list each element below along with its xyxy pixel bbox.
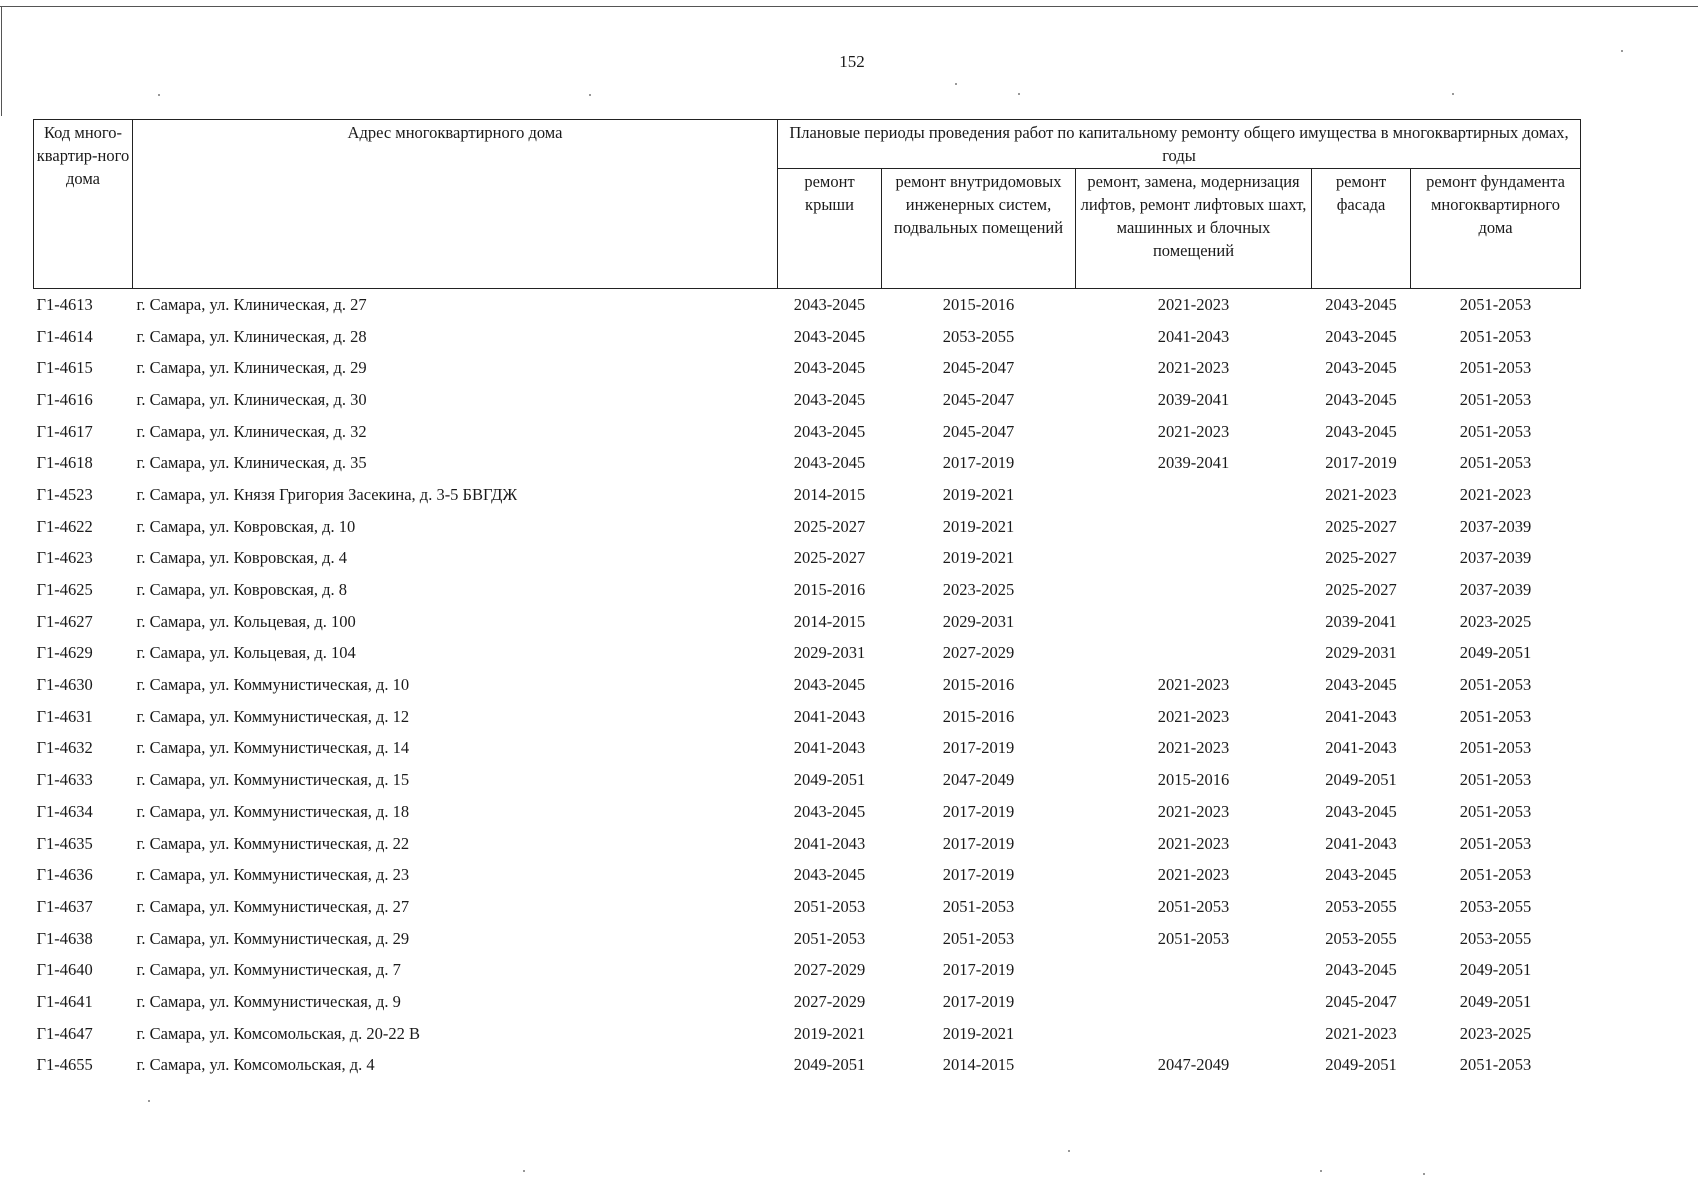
cell-code: Г1-4622 — [36, 516, 93, 536]
cell-address: г. Самара, ул. Коммунистическая, д. 23 — [136, 865, 410, 885]
cell-elevators: 2039-2041 — [1157, 389, 1230, 409]
table-row — [34, 796, 1581, 828]
scan-speck — [1452, 93, 1454, 95]
cell-elevators: 2021-2023 — [1157, 865, 1230, 885]
cell-foundation: 2023-2025 — [1459, 611, 1532, 631]
cell-elevators: 2021-2023 — [1157, 738, 1230, 758]
table-row — [34, 986, 1581, 1018]
cell-roof: 2027-2029 — [793, 960, 866, 980]
table-row — [34, 638, 1581, 670]
cell-elevators: 2051-2053 — [1157, 928, 1230, 948]
cell-address: г. Самара, ул. Коммунистическая, д. 9 — [136, 991, 401, 1011]
cell-facade: 2043-2045 — [1325, 358, 1397, 378]
table-row — [34, 733, 1581, 765]
cell-facade: 2053-2055 — [1325, 928, 1397, 948]
cell-address: г. Самара, ул. Кольцевая, д. 100 — [136, 611, 356, 631]
cell-address: г. Самара, ул. Князя Григория Засекина, д. 3-5 БВГДЖ — [136, 484, 518, 504]
cell-roof: 2014-2015 — [793, 484, 866, 504]
cell-elevators — [1076, 986, 1312, 1018]
header-foundation: ремонт фундамента многоквартирного дома — [1411, 169, 1581, 289]
cell-elevators: 2021-2023 — [1157, 421, 1230, 441]
cell-code: Г1-4640 — [36, 960, 93, 980]
cell-foundation: 2051-2053 — [1459, 389, 1532, 409]
cell-facade: 2041-2043 — [1325, 706, 1397, 726]
cell-roof: 2029-2031 — [793, 643, 866, 663]
cell-address: г. Самара, ул. Коммунистическая, д. 29 — [136, 928, 410, 948]
cell-code: Г1-4655 — [36, 1055, 93, 1075]
scan-border-top — [0, 6, 1698, 7]
cell-foundation: 2051-2053 — [1459, 738, 1532, 758]
cell-code: Г1-4635 — [36, 833, 93, 853]
cell-roof: 2051-2053 — [793, 928, 866, 948]
scan-speck — [1320, 1170, 1322, 1172]
header-roof: ремонт крыши — [778, 169, 882, 289]
table-row — [34, 384, 1581, 416]
cell-foundation: 2051-2053 — [1459, 421, 1532, 441]
cell-engineering: 2017-2019 — [942, 960, 1015, 980]
cell-elevators — [1076, 954, 1312, 986]
cell-address: г. Самара, ул. Комсомольская, д. 20-22 В — [136, 1023, 421, 1043]
capital-repair-table — [33, 119, 1581, 1081]
header-engineering: ремонт внутридомовых инженерных систем, подвальных помещений — [882, 169, 1076, 289]
cell-roof: 2049-2051 — [793, 770, 866, 790]
cell-foundation: 2049-2051 — [1459, 960, 1532, 980]
cell-facade: 2053-2055 — [1325, 896, 1397, 916]
cell-foundation: 2051-2053 — [1459, 865, 1532, 885]
cell-foundation: 2051-2053 — [1459, 453, 1532, 473]
cell-roof: 2027-2029 — [793, 991, 866, 1011]
cell-foundation: 2053-2055 — [1459, 896, 1532, 916]
header-code: Код много-квартир-ного дома — [34, 120, 133, 289]
cell-roof: 2051-2053 — [793, 896, 866, 916]
cell-roof: 2043-2045 — [793, 675, 866, 695]
cell-code: Г1-4627 — [36, 611, 93, 631]
cell-address: г. Самара, ул. Коммунистическая, д. 27 — [136, 896, 410, 916]
cell-code: Г1-4629 — [36, 643, 93, 663]
cell-engineering: 2017-2019 — [942, 865, 1015, 885]
cell-address: г. Самара, ул. Клиническая, д. 28 — [136, 326, 367, 346]
cell-facade: 2043-2045 — [1325, 865, 1397, 885]
cell-code: Г1-4618 — [36, 453, 93, 473]
cell-foundation: 2051-2053 — [1459, 358, 1532, 378]
cell-code: Г1-4637 — [36, 896, 93, 916]
cell-facade: 2049-2051 — [1325, 770, 1397, 790]
cell-facade: 2021-2023 — [1325, 1023, 1397, 1043]
cell-code: Г1-4638 — [36, 928, 93, 948]
cell-engineering: 2045-2047 — [942, 358, 1015, 378]
cell-address: г. Самара, ул. Коммунистическая, д. 7 — [136, 960, 401, 980]
cell-foundation: 2037-2039 — [1459, 516, 1532, 536]
cell-address: г. Самара, ул. Коммунистическая, д. 10 — [136, 675, 410, 695]
cell-engineering: 2019-2021 — [942, 1023, 1015, 1043]
scan-speck — [523, 1170, 525, 1172]
cell-code: Г1-4632 — [36, 738, 93, 758]
table-row — [34, 606, 1581, 638]
scan-speck — [1621, 50, 1623, 52]
cell-address: г. Самара, ул. Клиническая, д. 32 — [136, 421, 367, 441]
cell-facade: 2045-2047 — [1325, 991, 1397, 1011]
cell-elevators: 2047-2049 — [1157, 1055, 1230, 1075]
cell-foundation: 2051-2053 — [1459, 294, 1532, 314]
cell-roof: 2043-2045 — [793, 358, 866, 378]
table-row — [34, 511, 1581, 543]
cell-elevators: 2021-2023 — [1157, 294, 1230, 314]
cell-engineering: 2023-2025 — [942, 580, 1015, 600]
cell-facade: 2049-2051 — [1325, 1055, 1397, 1075]
cell-address: г. Самара, ул. Коммунистическая, д. 12 — [136, 706, 410, 726]
table-row — [34, 923, 1581, 955]
scan-speck — [148, 1100, 150, 1102]
cell-code: Г1-4625 — [36, 580, 93, 600]
table-row — [34, 701, 1581, 733]
cell-engineering: 2017-2019 — [942, 833, 1015, 853]
cell-address: г. Самара, ул. Коммунистическая, д. 22 — [136, 833, 410, 853]
cell-roof: 2041-2043 — [793, 738, 866, 758]
table-row — [34, 828, 1581, 860]
scan-speck — [955, 83, 957, 85]
cell-engineering: 2027-2029 — [942, 643, 1015, 663]
cell-foundation: 2049-2051 — [1459, 991, 1532, 1011]
cell-engineering: 2045-2047 — [942, 389, 1015, 409]
cell-facade: 2025-2027 — [1325, 548, 1397, 568]
cell-roof: 2043-2045 — [793, 389, 866, 409]
cell-code: Г1-4523 — [36, 484, 93, 504]
cell-facade: 2043-2045 — [1325, 294, 1397, 314]
cell-elevators: 2021-2023 — [1157, 706, 1230, 726]
table-row — [34, 447, 1581, 479]
table-row — [34, 1018, 1581, 1050]
cell-engineering: 2017-2019 — [942, 991, 1015, 1011]
cell-roof: 2019-2021 — [793, 1023, 866, 1043]
cell-engineering: 2047-2049 — [942, 770, 1015, 790]
cell-elevators: 2021-2023 — [1157, 675, 1230, 695]
cell-foundation: 2051-2053 — [1459, 770, 1532, 790]
cell-engineering: 2051-2053 — [942, 896, 1015, 916]
cell-roof: 2025-2027 — [793, 548, 866, 568]
cell-elevators — [1076, 543, 1312, 575]
cell-foundation: 2051-2053 — [1459, 833, 1532, 853]
cell-facade: 2041-2043 — [1325, 833, 1397, 853]
table-row — [34, 479, 1581, 511]
cell-code: Г1-4636 — [36, 865, 93, 885]
cell-facade: 2043-2045 — [1325, 326, 1397, 346]
table-row — [34, 1050, 1581, 1082]
cell-address: г. Самара, ул. Клиническая, д. 29 — [136, 358, 367, 378]
cell-foundation: 2037-2039 — [1459, 580, 1532, 600]
cell-engineering: 2017-2019 — [942, 801, 1015, 821]
cell-address: г. Самара, ул. Клиническая, д. 30 — [136, 389, 367, 409]
cell-elevators — [1076, 511, 1312, 543]
cell-code: Г1-4615 — [36, 358, 93, 378]
scan-speck — [1423, 1173, 1425, 1175]
table-row — [34, 954, 1581, 986]
cell-address: г. Самара, ул. Коммунистическая, д. 18 — [136, 801, 410, 821]
cell-address: г. Самара, ул. Комсомольская, д. 4 — [136, 1055, 375, 1075]
table-row — [34, 669, 1581, 701]
cell-facade: 2025-2027 — [1325, 580, 1397, 600]
cell-foundation: 2023-2025 — [1459, 1023, 1532, 1043]
cell-engineering: 2045-2047 — [942, 421, 1015, 441]
cell-facade: 2043-2045 — [1325, 675, 1397, 695]
cell-elevators — [1076, 606, 1312, 638]
cell-facade: 2043-2045 — [1325, 960, 1397, 980]
cell-roof: 2043-2045 — [793, 326, 866, 346]
scan-speck — [589, 94, 591, 96]
cell-code: Г1-4623 — [36, 548, 93, 568]
scan-speck — [1068, 1150, 1070, 1152]
cell-engineering: 2017-2019 — [942, 738, 1015, 758]
cell-roof: 2043-2045 — [793, 421, 866, 441]
header-facade: ремонт фасада — [1312, 169, 1411, 289]
cell-address: г. Самара, ул. Коммунистическая, д. 15 — [136, 770, 410, 790]
cell-facade: 2041-2043 — [1325, 738, 1397, 758]
cell-facade: 2025-2027 — [1325, 516, 1397, 536]
cell-facade: 2039-2041 — [1325, 611, 1397, 631]
header-elevators: ремонт, замена, модернизация лифтов, ремонт лифтовых шахт, машинных и блочных помещений — [1076, 169, 1312, 289]
cell-elevators: 2021-2023 — [1157, 358, 1230, 378]
cell-facade: 2021-2023 — [1325, 484, 1397, 504]
cell-engineering: 2017-2019 — [942, 453, 1015, 473]
table-row — [34, 891, 1581, 923]
cell-engineering: 2014-2015 — [942, 1055, 1015, 1075]
table-row — [34, 321, 1581, 353]
header-periods-group: Плановые периоды проведения работ по капитальному ремонту общего имущества в многоквартирных домах, годы — [778, 120, 1581, 169]
cell-roof: 2043-2045 — [793, 453, 866, 473]
table-row — [34, 352, 1581, 384]
cell-engineering: 2019-2021 — [942, 516, 1015, 536]
cell-code: Г1-4647 — [36, 1023, 93, 1043]
cell-engineering: 2053-2055 — [942, 326, 1015, 346]
cell-engineering: 2051-2053 — [942, 928, 1015, 948]
cell-code: Г1-4614 — [36, 326, 93, 346]
cell-engineering: 2015-2016 — [942, 706, 1015, 726]
cell-engineering: 2015-2016 — [942, 294, 1015, 314]
cell-code: Г1-4630 — [36, 675, 93, 695]
cell-roof: 2043-2045 — [793, 865, 866, 885]
cell-foundation: 2053-2055 — [1459, 928, 1532, 948]
cell-address: г. Самара, ул. Кольцевая, д. 104 — [136, 643, 356, 663]
cell-code: Г1-4634 — [36, 801, 93, 821]
cell-facade: 2017-2019 — [1325, 453, 1397, 473]
cell-facade: 2029-2031 — [1325, 643, 1397, 663]
cell-code: Г1-4633 — [36, 770, 93, 790]
cell-elevators — [1076, 479, 1312, 511]
table-row — [34, 859, 1581, 891]
cell-address: г. Самара, ул. Ковровская, д. 4 — [136, 548, 348, 568]
cell-roof: 2014-2015 — [793, 611, 866, 631]
cell-elevators: 2051-2053 — [1157, 896, 1230, 916]
cell-roof: 2049-2051 — [793, 1055, 866, 1075]
cell-roof: 2041-2043 — [793, 706, 866, 726]
table-row — [34, 416, 1581, 448]
cell-elevators — [1076, 574, 1312, 606]
cell-foundation: 2037-2039 — [1459, 548, 1532, 568]
cell-roof: 2043-2045 — [793, 801, 866, 821]
cell-address: г. Самара, ул. Клиническая, д. 35 — [136, 453, 367, 473]
cell-address: г. Самара, ул. Ковровская, д. 8 — [136, 580, 348, 600]
cell-foundation: 2051-2053 — [1459, 1055, 1532, 1075]
page-number: 152 — [839, 52, 865, 71]
cell-foundation: 2021-2023 — [1459, 484, 1532, 504]
cell-engineering: 2015-2016 — [942, 675, 1015, 695]
cell-address: г. Самара, ул. Коммунистическая, д. 14 — [136, 738, 410, 758]
cell-code: Г1-4641 — [36, 991, 93, 1011]
cell-elevators — [1076, 1018, 1312, 1050]
header-address: Адрес многоквартирного дома — [133, 120, 778, 289]
table-row — [34, 574, 1581, 606]
cell-foundation: 2049-2051 — [1459, 643, 1532, 663]
cell-elevators: 2041-2043 — [1157, 326, 1230, 346]
cell-elevators: 2021-2023 — [1157, 801, 1230, 821]
cell-roof: 2041-2043 — [793, 833, 866, 853]
cell-elevators: 2015-2016 — [1157, 770, 1230, 790]
cell-facade: 2043-2045 — [1325, 389, 1397, 409]
cell-foundation: 2051-2053 — [1459, 706, 1532, 726]
cell-code: Г1-4616 — [36, 389, 93, 409]
cell-code: Г1-4617 — [36, 421, 93, 441]
cell-foundation: 2051-2053 — [1459, 801, 1532, 821]
table-row — [34, 543, 1581, 575]
cell-address: г. Самара, ул. Клиническая, д. 27 — [136, 294, 367, 314]
cell-engineering: 2019-2021 — [942, 484, 1015, 504]
table-body — [34, 289, 1581, 1082]
cell-roof: 2025-2027 — [793, 516, 866, 536]
cell-foundation: 2051-2053 — [1459, 326, 1532, 346]
cell-address: г. Самара, ул. Ковровская, д. 10 — [136, 516, 356, 536]
cell-facade: 2043-2045 — [1325, 801, 1397, 821]
scan-speck — [158, 94, 160, 96]
scan-border-left — [1, 6, 2, 116]
table-row — [34, 764, 1581, 796]
cell-facade: 2043-2045 — [1325, 421, 1397, 441]
table-row — [34, 289, 1581, 321]
scan-speck — [1018, 93, 1020, 95]
cell-code: Г1-4631 — [36, 706, 93, 726]
cell-elevators: 2039-2041 — [1157, 453, 1230, 473]
cell-roof: 2015-2016 — [793, 580, 866, 600]
cell-elevators — [1076, 638, 1312, 670]
cell-elevators: 2021-2023 — [1157, 833, 1230, 853]
cell-roof: 2043-2045 — [793, 294, 866, 314]
cell-engineering: 2019-2021 — [942, 548, 1015, 568]
cell-code: Г1-4613 — [36, 294, 93, 314]
cell-foundation: 2051-2053 — [1459, 675, 1532, 695]
cell-engineering: 2029-2031 — [942, 611, 1015, 631]
